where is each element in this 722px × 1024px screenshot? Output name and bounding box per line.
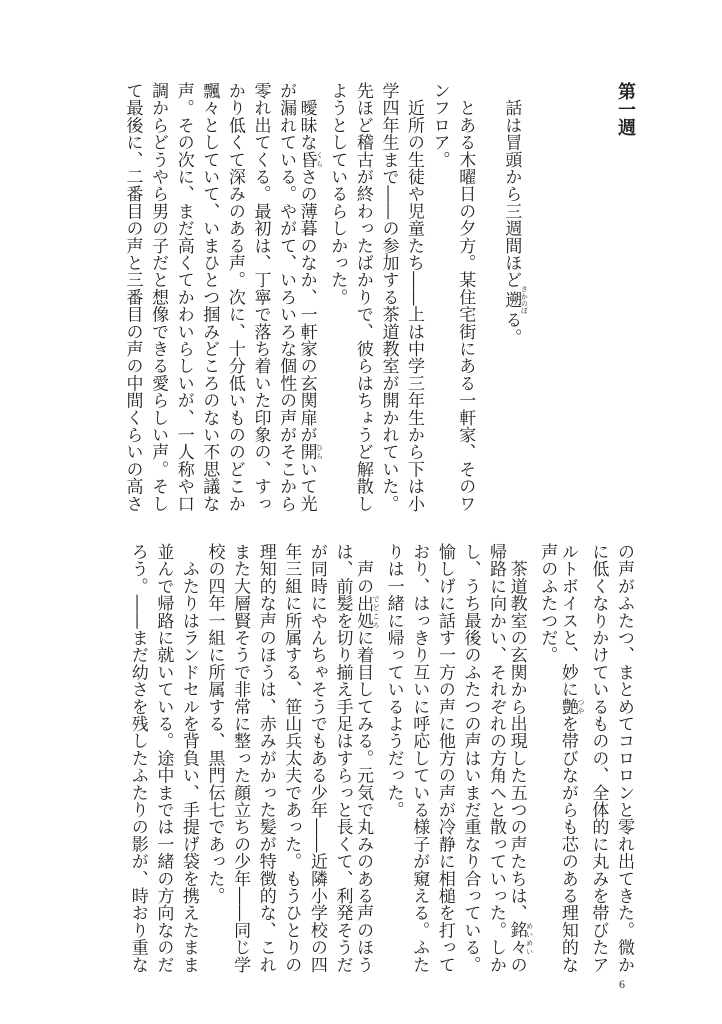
text-segment: に着目してみる。元気で丸みのある声のほう [353, 629, 374, 974]
ruby-base: 遡 [501, 285, 522, 315]
text-line [452, 82, 478, 512]
ruby-reading: でどころ [372, 594, 381, 629]
text-segment: の [506, 955, 527, 974]
upper-text-block [119, 82, 638, 513]
ruby-reading: くら [315, 150, 324, 168]
text-segment: また大層賢そうで非常に整った顔立ちの少年――同じ学 [230, 543, 251, 973]
text-line [329, 543, 355, 973]
text-line [534, 543, 560, 963]
text-line [252, 543, 278, 973]
text-line [557, 543, 585, 974]
ruby-annotated-word [557, 697, 585, 716]
ruby-base: 銘々 [506, 921, 527, 956]
text-segment: ルトボイスと、妙に [557, 543, 578, 698]
text-line [196, 82, 222, 512]
ruby-reading: さかのぼ [520, 285, 529, 315]
text-segment: る。 [501, 311, 522, 346]
text-line [406, 543, 432, 973]
text-segment: 調からどうやら男の子だと想像できる愛らしい声。そし [148, 82, 169, 512]
text-line [506, 543, 534, 974]
text-line [457, 543, 483, 973]
text-line [324, 82, 350, 502]
text-line [170, 82, 196, 512]
text-segment: 飄々としていて、いまひとつ掴みどころのない不思議な [199, 82, 220, 512]
text-segment: ようとしているらしかった。 [327, 82, 348, 306]
text-segment: ンフロア。 [429, 82, 450, 168]
text-segment: 声の [353, 543, 374, 595]
text-segment: 話は冒頭から三週間ほど [501, 82, 522, 289]
text-segment: さの薄暮のなか、一軒家の玄関扉が [296, 168, 317, 444]
ruby-annotated-word [296, 443, 324, 461]
ruby-annotated-word [506, 921, 534, 956]
text-segment: かり低くて深みのある声。次に、十分低いもののどこか [224, 82, 245, 512]
text-line [482, 543, 508, 973]
text-line [119, 82, 145, 512]
text-line [150, 543, 176, 973]
text-line [221, 82, 247, 512]
text-segment: に低くなりかけているものの、全体的に丸みを帯びたア [588, 543, 609, 973]
text-segment: 近所の生徒や児童たち――上は中学三年生から下は小 [404, 82, 425, 512]
ruby-reading: つや [576, 697, 585, 715]
text-segment: 声。その次に、まだ高くてかわいらしいが、一人称や口 [173, 82, 194, 512]
ruby-base: 昏 [296, 150, 317, 169]
text-line [145, 82, 171, 512]
page-number: 6 [619, 977, 625, 991]
text-segment: 愉しげに話す一方の声に他方の声が冷静に相槌を打って [434, 543, 455, 973]
text-segment: おり、はっきり互いに呼応している様子が窺える。ふた [409, 543, 430, 973]
text-line [247, 82, 273, 512]
text-line [375, 82, 401, 512]
text-line [610, 543, 636, 973]
text-line [400, 82, 426, 512]
text-segment: 理知的な声のほうは、赤みがかった髪が特徴的な、これ [255, 543, 276, 973]
text-segment: を帯びながらも芯のある理知的な [557, 715, 578, 974]
text-line [431, 543, 457, 973]
text-segment: 並んで帰路に就いている。途中までは一緒の方向なのだ [153, 543, 174, 973]
text-segment: が漏れている。やがて、いろいろな個性の声がそこから [276, 82, 297, 512]
lower-text-block [124, 543, 636, 974]
text-segment: 年三組に所属する、笹山兵太夫であった。もうひとりの [281, 543, 302, 973]
text-segment: が同時にやんちゃそうでもある少年――近隣小学校の四 [306, 543, 327, 973]
text-line [585, 543, 611, 973]
text-line [353, 543, 381, 974]
text-segment: 曖昧な [296, 82, 317, 151]
text-segment: 校の四年一組に所属する、黒門伝七であった。 [204, 543, 225, 905]
text-line [201, 543, 227, 963]
text-segment: 学四年生まで――の参加する茶道教室が開かれていた。 [378, 82, 399, 512]
text-line [272, 82, 298, 512]
text-segment: とある木曜日の夕方。某住宅街にある一軒家、そのワ [455, 82, 476, 512]
text-segment: て最後に、二番目の声と三番目の声の中間くらいの高さ [122, 82, 143, 512]
text-line [175, 543, 201, 973]
text-segment: の声がふたつ、まとめてコロロンと零れ出てきた。微か [614, 543, 634, 973]
text-segment: 帰路に向かい、それぞれの方角へと散っていった。しか [486, 543, 507, 973]
text-segment: 声のふたつだ。 [537, 543, 558, 664]
text-segment: いて光 [296, 460, 317, 513]
text-line [503, 82, 529, 502]
text-line [426, 82, 452, 502]
text-segment: りは一緒に帰っているようだった。 [383, 543, 404, 819]
ruby-reading: ひら [315, 443, 324, 461]
text-line [296, 82, 324, 513]
text-segment: し、うち最後のふたつの声はいまだ重なり合っている。 [460, 543, 481, 973]
text-segment: 零れ出てくる。最初は、丁寧で落ち着いた印象の、すっ [250, 82, 271, 512]
text-line [278, 543, 304, 973]
ruby-base: 艶 [557, 697, 578, 716]
ruby-annotated-word [501, 285, 529, 315]
text-segment: 先ほど稽古が終わったばかりで、彼らはちょうど解散し [352, 82, 373, 512]
text-segment: ろう。――まだ幼さを残したふたりの影が、時おり重な [127, 543, 148, 973]
text-line [349, 82, 375, 512]
ruby-annotated-word [296, 150, 324, 169]
text-line [380, 543, 406, 963]
text-segment: ふたりはランドセルを背負い、手提げ袋を携えたまま [178, 543, 199, 973]
text-segment: は、前髪を切り揃え手足はすらっと長くて、利発そうだ [332, 543, 353, 973]
ruby-annotated-word [353, 594, 381, 630]
text-line [124, 543, 150, 973]
text-line [227, 543, 253, 973]
ruby-base: 開 [296, 443, 317, 461]
text-segment: 茶道教室の玄関から出現した五つの声たちは、 [506, 543, 527, 922]
chapter-title: 第一週 [615, 82, 636, 136]
ruby-reading: めいめい [525, 921, 534, 956]
ruby-base: 出処 [353, 594, 374, 630]
text-line [303, 543, 329, 973]
